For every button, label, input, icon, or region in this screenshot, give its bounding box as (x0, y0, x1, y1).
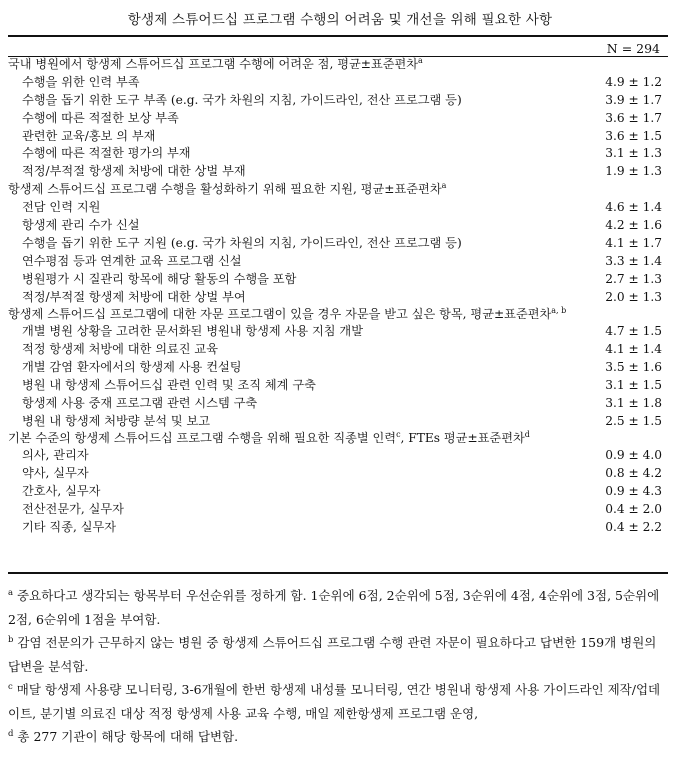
table-title: 항생제 스튜어드십 프로그램 수행의 어려움 및 개선을 위해 필요한 사항 (127, 12, 553, 28)
footnote-text: 중요하다고 생각되는 항목부터 우선순위를 정하게 함. 1순위에 6점, 2순위에 5점, 3순위에 4점, 4순위에 3점, 5순위에 2점, 6순위에 1점을 부여함. (8, 588, 660, 627)
table-row (8, 395, 668, 413)
row-value: 3.9 ± 1.7 (605, 92, 662, 107)
section-header (8, 306, 668, 323)
row-label: 병원 내 항생제 스튜어드십 관련 인력 및 조직 체계 구축 (22, 377, 316, 392)
table-row (8, 341, 668, 359)
footnotes (8, 584, 668, 749)
row-value: 4.7 ± 1.5 (605, 324, 662, 339)
row-value: 3.1 ± 1.8 (605, 395, 662, 410)
row-label: 약사, 실무자 (22, 465, 89, 480)
row-label: 병원평가 시 질관리 항목에 해당 활동의 수행을 포함 (22, 271, 297, 286)
footnote-mark: d (8, 728, 14, 739)
table-row (8, 413, 668, 431)
row-label: 의사, 관리자 (22, 448, 89, 462)
table-row (8, 501, 668, 519)
row-value: 4.9 ± 1.2 (605, 74, 662, 89)
table-row (8, 359, 668, 377)
row-label: 항생제 관리 수가 신설 (22, 218, 140, 233)
table-row (8, 271, 668, 289)
row-value: 0.9 ± 4.3 (605, 483, 662, 498)
row-value: 3.3 ± 1.4 (605, 253, 662, 268)
row-value: 3.6 ± 1.5 (605, 128, 662, 143)
row-label: 수행을 돕기 위한 도구 부족 (e.g. 국가 차원의 지침, 가이드라인, 전산 프로그램 등) (22, 92, 462, 107)
footnote-ref: a (418, 55, 423, 65)
row-label: 병원 내 항생제 처방량 분석 및 보고 (22, 413, 211, 428)
table-row (8, 163, 668, 181)
row-value: 0.4 ± 2.0 (605, 501, 662, 516)
table-row (8, 447, 668, 465)
bottom-rule (8, 572, 668, 574)
table-body (8, 56, 668, 536)
footnote (8, 584, 668, 631)
row-label: 개별 감염 환자에서의 항생제 사용 컨설팅 (22, 359, 242, 374)
row-value: 1.9 ± 1.3 (605, 164, 662, 179)
footnote-ref: a (441, 181, 447, 191)
table-row (8, 217, 668, 235)
footnote-ref: d (524, 430, 530, 440)
row-value: 3.1 ± 1.5 (605, 377, 662, 392)
footnote-text: 매달 항생제 사용량 모니터링, 3-6개월에 한번 항생제 내성률 모니터링, 연간 병원내 항생제 사용 가이드라인 제작/업데이트, 분기별 의료진 대상 적정 항생제 사용 교육 수행, 매일 제한항생제 프로그램 운영, (8, 682, 661, 721)
table-row (8, 323, 668, 341)
row-value: 2.7 ± 1.3 (605, 271, 662, 286)
section-header (8, 56, 668, 74)
row-value: 4.1 ± 1.7 (605, 235, 662, 250)
row-value: 3.6 ± 1.7 (605, 110, 662, 125)
row-value: 3.1 ± 1.3 (605, 146, 662, 161)
row-label: 기타 직종, 실무자 (22, 519, 117, 534)
table-row (8, 253, 668, 271)
row-label: 적정/부적절 항생제 처방에 대한 상벌 부재 (22, 164, 246, 179)
footnote-text: 총 277 기관이 해당 항목에 대해 답변함. (13, 729, 239, 744)
footnote-mark: b (8, 634, 14, 645)
row-label: 관련한 교육/홍보 의 부재 (22, 128, 156, 143)
row-value: 0.4 ± 2.2 (605, 519, 662, 534)
footnote (8, 725, 668, 749)
row-value: 2.5 ± 1.5 (605, 413, 662, 428)
top-rule (8, 35, 668, 37)
row-value: 2.0 ± 1.3 (605, 289, 662, 304)
table-row (8, 377, 668, 395)
section-header (8, 181, 668, 199)
row-label: 수행에 따른 적절한 평가의 부재 (22, 146, 191, 161)
row-label: 수행을 돕기 위한 도구 지원 (e.g. 국가 차원의 지침, 가이드라인, 전산 프로그램 등) (22, 235, 462, 250)
row-label: 수행을 위한 인력 부족 (22, 74, 140, 89)
row-value: 4.1 ± 1.4 (605, 341, 662, 356)
row-value: 4.6 ± 1.4 (605, 200, 662, 215)
row-label: 전산전문가, 실무자 (22, 501, 124, 516)
row-label: 전담 인력 지원 (22, 200, 101, 215)
section-header-label: 항생제 스튜어드십 프로그램에 대한 자문 프로그램이 있을 경우 자문을 받고 싶은 항목, 평균±표준편차$^{a, b}$ (8, 306, 567, 322)
table-row (8, 74, 668, 92)
table-row (8, 199, 668, 217)
footnote (8, 631, 668, 678)
footnote-text: 감염 전문의가 근무하지 않는 병원 중 항생제 스튜어드십 프로그램 수행 관련 자문이 필요하다고 답변한 159개 병원의 답변을 분석함. (8, 635, 657, 674)
row-label: 간호사, 실무자 (22, 483, 101, 498)
row-label: 적정/부적절 항생제 처방에 대한 상벌 부여 (22, 289, 246, 304)
table-row (8, 465, 668, 483)
row-label: 수행에 따른 적절한 보상 부족 (22, 110, 179, 125)
footnote-ref: c (396, 430, 401, 440)
section-header (8, 430, 668, 447)
row-label: 적정 항생제 처방에 대한 의료진 교육 (22, 341, 218, 356)
section-header-label: 국내 병원에서 항생제 스튜어드십 프로그램 수행에 어려운 점, 평균±표준편차$^a$ (8, 55, 423, 71)
row-value: 4.2 ± 1.6 (605, 218, 662, 233)
table-row (8, 519, 668, 537)
row-label: 연수평점 등과 연계한 교육 프로그램 신설 (22, 253, 242, 268)
footnote (8, 678, 668, 725)
table-row (8, 92, 668, 110)
footnote-mark: c (8, 681, 13, 692)
footnote-mark: a (8, 587, 14, 598)
row-value: 3.5 ± 1.6 (605, 359, 662, 374)
n-header: N = 294 (606, 41, 660, 56)
table-row (8, 128, 668, 146)
section-header-label: 기본 수준의 항생제 스튜어드십 프로그램 수행을 위해 필요한 직종별 인력$^c$, FTEs 평균±표준편차$^d$ (8, 430, 530, 446)
row-label: 항생제 사용 중재 프로그램 관련 시스템 구축 (22, 395, 258, 410)
table-row (8, 145, 668, 163)
table-row (8, 235, 668, 253)
row-label: 개별 병원 상황을 고려한 문서화된 병원내 항생제 사용 지침 개발 (22, 324, 363, 339)
table-row (8, 110, 668, 128)
section-header-label: 항생제 스튜어드십 프로그램 수행을 활성화하기 위해 필요한 지원, 평균±표준편차$^a$ (8, 181, 447, 197)
table-row (8, 483, 668, 501)
row-value: 0.8 ± 4.2 (605, 465, 662, 480)
table-row (8, 289, 668, 307)
row-value: 0.9 ± 4.0 (605, 448, 662, 462)
footnote-ref: a, b (551, 306, 567, 316)
